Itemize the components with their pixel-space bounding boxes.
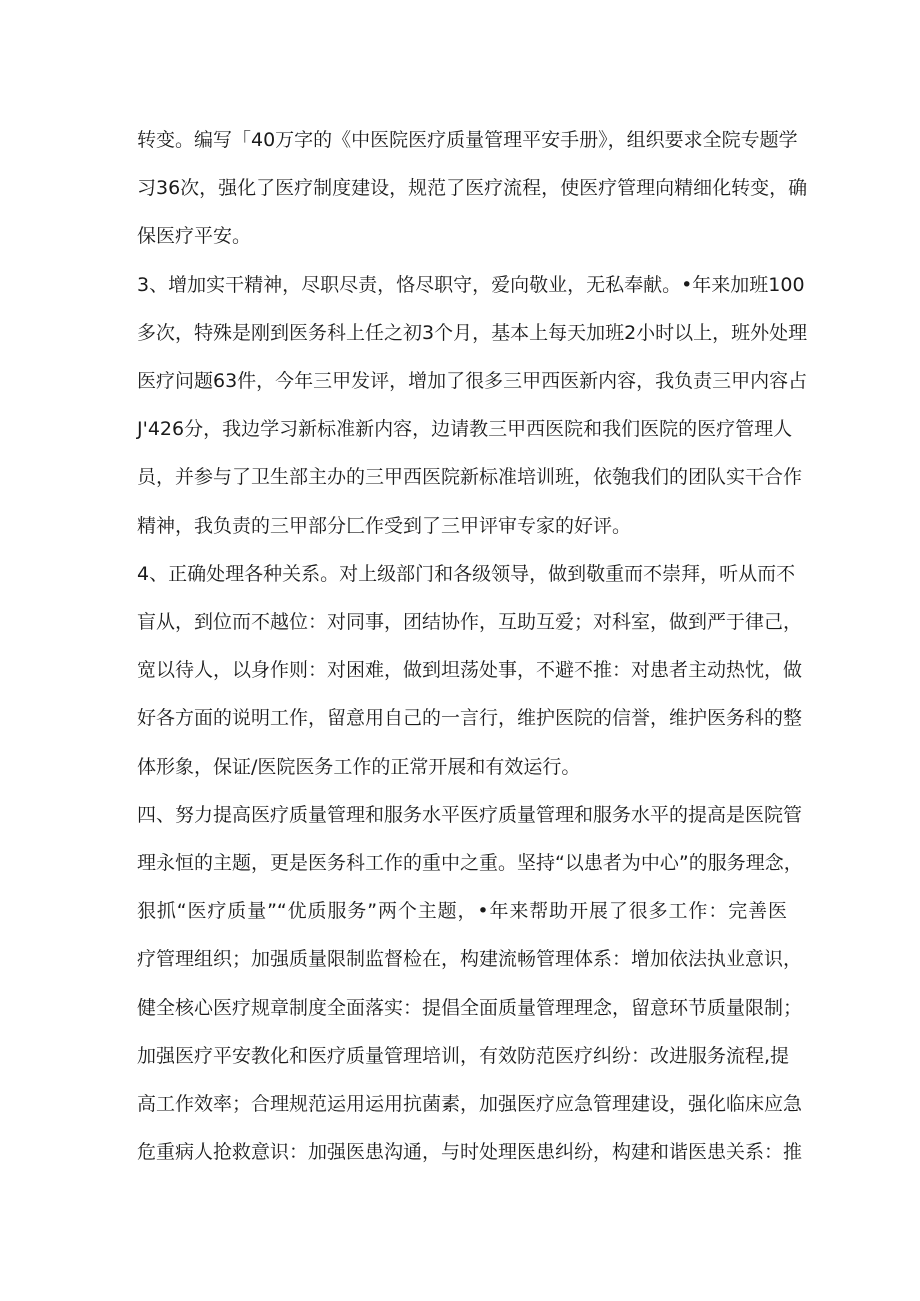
- text-line: 四、努力提高医疗质量管理和服务水平医疗质量管理和服务水平的提高是医院管: [137, 804, 803, 826]
- text-line: 转变。编写「40万字的《中医院医疗质量管理平安手册》，组织要求全院专题学: [137, 129, 798, 151]
- text-line: 疗管理组织；加强质量限制监督检在，构建流畅管理体系：增加依法执业意识，: [137, 948, 803, 970]
- text-line: 多次，特殊是刚到医务科上任之初3个月，基本上每天加班2小时以上，班外处理: [137, 322, 808, 344]
- text-line: 3、增加实干精神，尽职尽责，恪尽职守，爱向敬业，无私奉献。•年来加班100: [137, 274, 805, 296]
- text-line: 员，并参与了卫生部主办的三甲西医院新标准培训班，依匏我们的团队实干合作: [137, 466, 803, 488]
- text-line: 好各方面的说明工作，留意用自己的一言行，维护医院的信誉，维护医务科的整: [137, 707, 803, 729]
- text-line: 体形象，保证/医院医务工作的正常开展和有效运行。: [137, 756, 581, 778]
- text-line: 盲从，到位而不越位：对同事，团结协作，互助互爱；对科室，做到严于律己，: [137, 611, 803, 633]
- text-line: 宽以待人，以身作则：对困难，做到坦荡处事，不避不推：对患者主动热忱，做: [137, 659, 803, 681]
- text-line: 危重病人抢救意识：加强医患沟通，与时处理医患纠纷，构建和谐医患关系：推: [137, 1141, 803, 1163]
- text-line: 精神，我负责的三甲部分匚作受到了三甲评审专家的好评。: [137, 515, 632, 537]
- text-line: 加强医疗平安教化和医疗质量管理培训，有效防范医疗纠纷：改进服务流程,提: [137, 1045, 790, 1067]
- text-line: 4、正确处理各种关系。对上级部门和各级领导，做到敬重而不崇拜，听从而不: [137, 563, 796, 585]
- text-line: 习36次，强化了医疗制度建设，规范了医疗流程，使医疗管理向精细化转变，确: [137, 177, 808, 199]
- text-line: 健全核心医疗规章制度全面落实：提倡全面质量管理理念，留意环节质量限制；: [137, 997, 803, 1019]
- text-line: 理永恒的主题，更是医务科工作的重中之重。坚持“以患者为中心”的服务理念，: [137, 852, 803, 874]
- text-line: 医疗问题63件，今年三甲发评，增加了很多三甲西医新内容，我负责三甲内容占: [137, 370, 808, 392]
- text-line: 狠抓“医疗质量”“优质服务”两个主题，•年来帮助开展了很多工作：完善医: [137, 900, 787, 922]
- text-line: J'426分，我边学习新标准新内容，边请教三甲西医院和我们医院的医疗管理人: [137, 418, 793, 440]
- text-line: 高工作效率；合理规范运用运用抗菌素，加强医疗应急管理建设，强化临床应急: [137, 1093, 803, 1115]
- text-line: 保医疗平安。: [137, 225, 252, 247]
